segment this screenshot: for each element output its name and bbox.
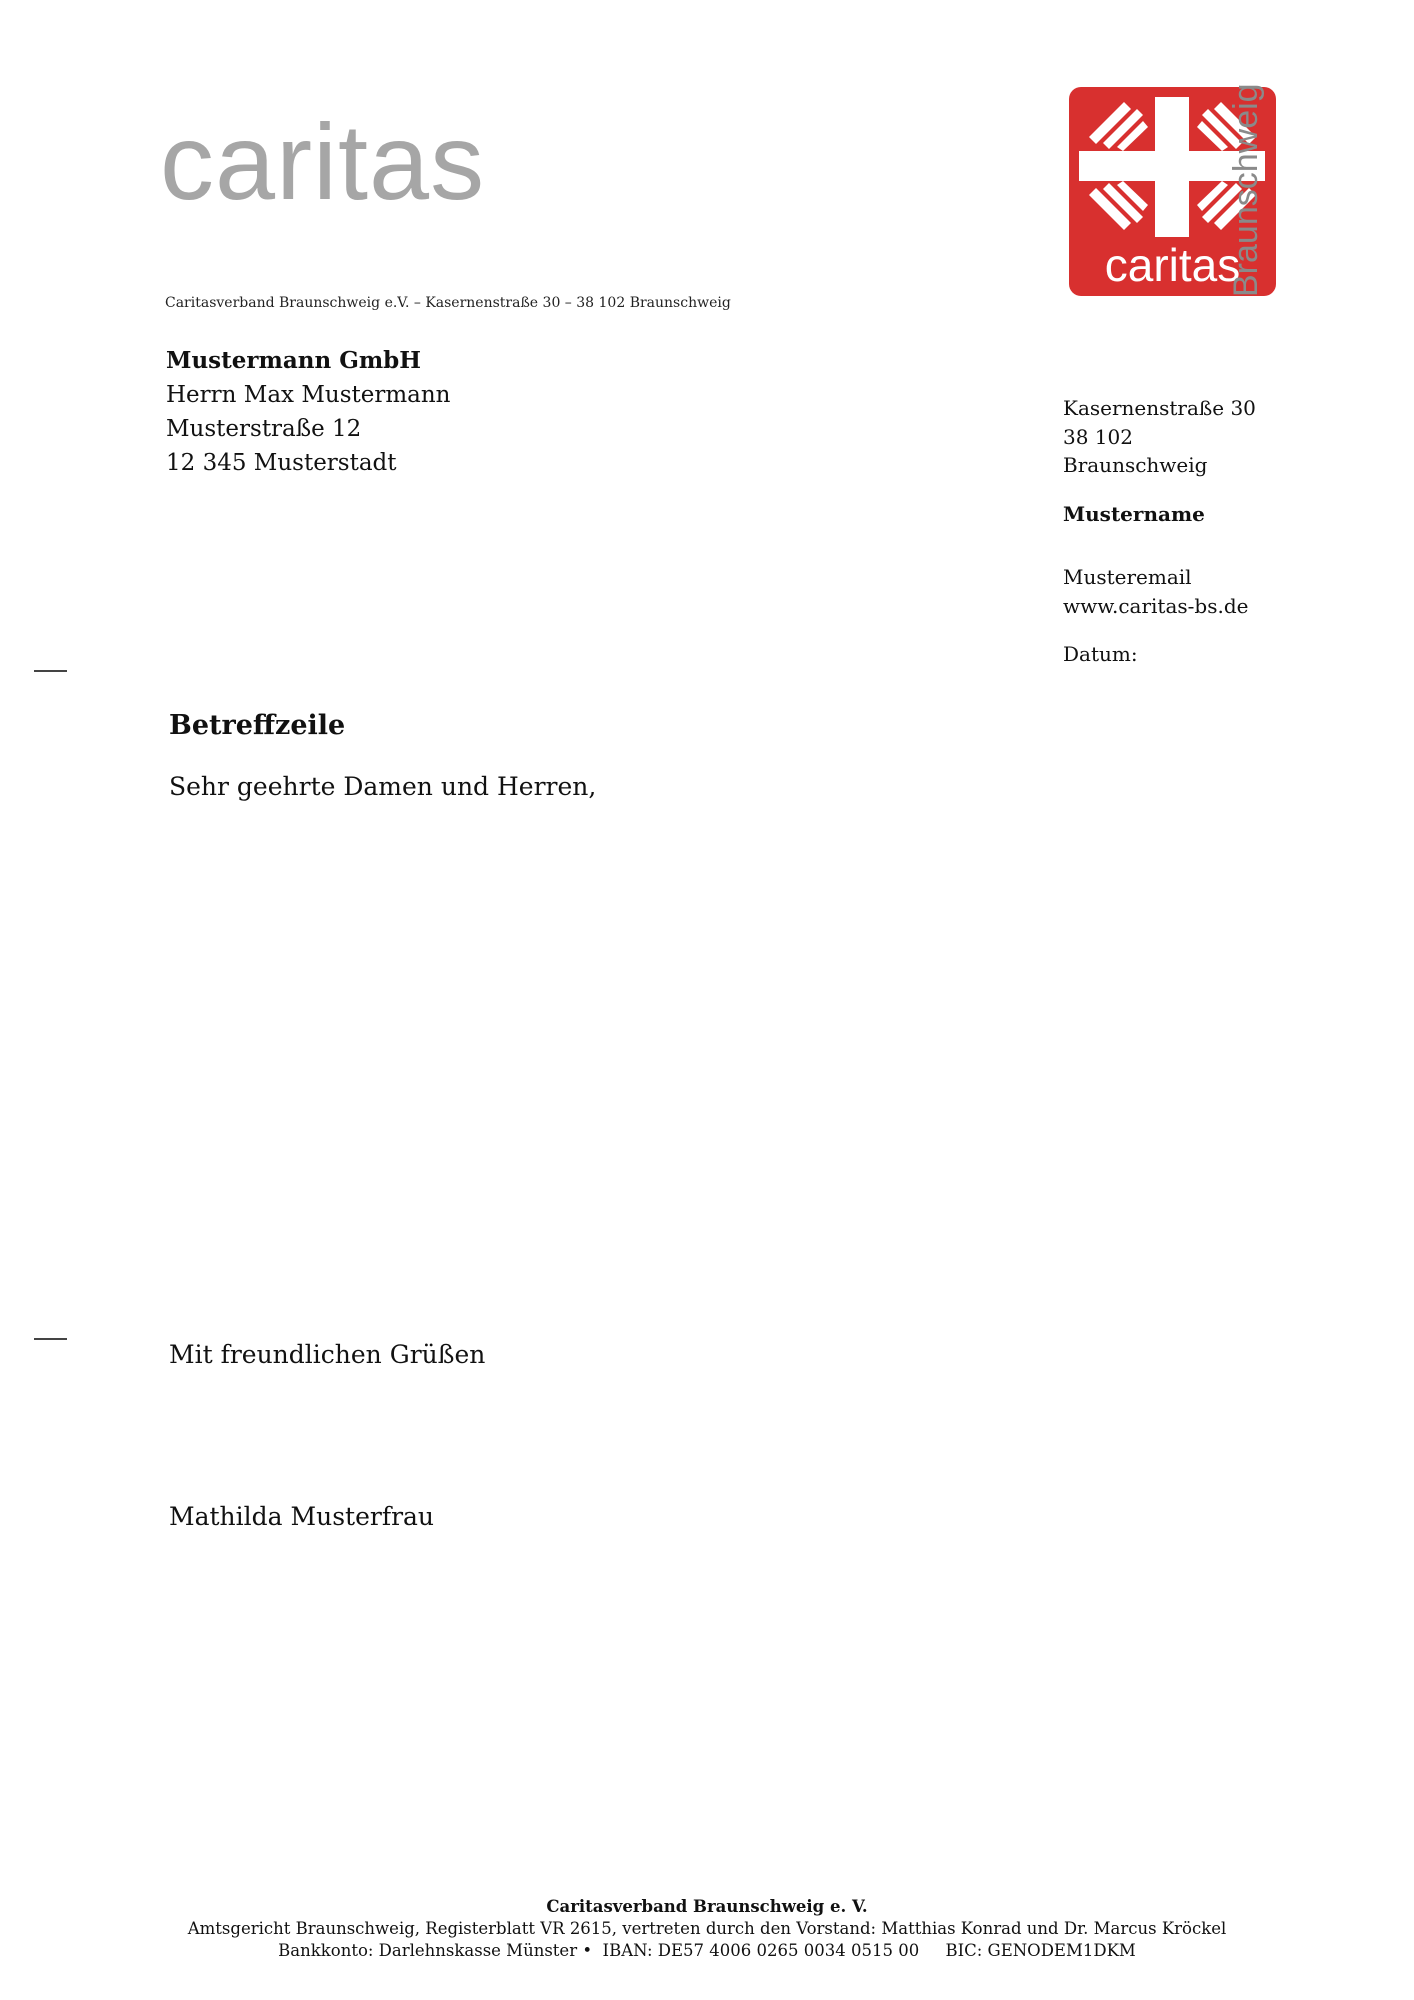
caritas-wordmark: caritas bbox=[160, 101, 486, 222]
recipient-person: Herrn Max Mustermann bbox=[166, 382, 451, 408]
footer bbox=[0, 1896, 1414, 1962]
subject-line: Betreffzeile bbox=[169, 710, 346, 741]
footer-register: Amtsgericht Braunschweig, Registerblatt VR 2615, vertreten durch den Vorstand: Matthias Konrad und Dr. Marcus Kröckel bbox=[187, 1919, 1227, 1938]
signer-name: Mathilda Musterfrau bbox=[169, 1502, 435, 1531]
recipient-street: Musterstraße 12 bbox=[166, 416, 362, 442]
sender-info-block bbox=[1063, 394, 1256, 669]
footer-bank: Bankkonto: Darlehnskasse Münster • IBAN: DE57 4006 0265 0034 0515 00 BIC: GENODEM1DKM bbox=[278, 1941, 1136, 1960]
salutation: Sehr geehrte Damen und Herren, bbox=[169, 772, 597, 801]
fold-mark-upper bbox=[34, 670, 67, 672]
info-date-label: Datum: bbox=[1063, 642, 1138, 666]
recipient-address bbox=[166, 344, 451, 480]
info-contact-name: Mustername bbox=[1063, 501, 1205, 526]
closing-phrase: Mit freundlichen Grüßen bbox=[169, 1340, 486, 1369]
info-zip: 38 102 bbox=[1063, 424, 1133, 449]
fold-mark-lower bbox=[34, 1338, 67, 1340]
info-city: Braunschweig bbox=[1063, 453, 1208, 477]
logo-caritas-text: caritas bbox=[1104, 239, 1241, 291]
footer-organization: Caritasverband Braunschweig e. V. bbox=[546, 1897, 868, 1916]
info-website: www.caritas-bs.de bbox=[1063, 593, 1249, 618]
info-street: Kasernenstraße 30 bbox=[1063, 396, 1256, 420]
recipient-company: Mustermann GmbH bbox=[166, 347, 421, 374]
info-email: Musteremail bbox=[1063, 565, 1192, 589]
sender-return-line: Caritasverband Braunschweig e.V. – Kasernenstraße 30 – 38 102 Braunschweig bbox=[165, 295, 731, 311]
recipient-city: 12 345 Musterstadt bbox=[166, 450, 397, 476]
logo-city-text: Braunschweig bbox=[1227, 83, 1265, 297]
